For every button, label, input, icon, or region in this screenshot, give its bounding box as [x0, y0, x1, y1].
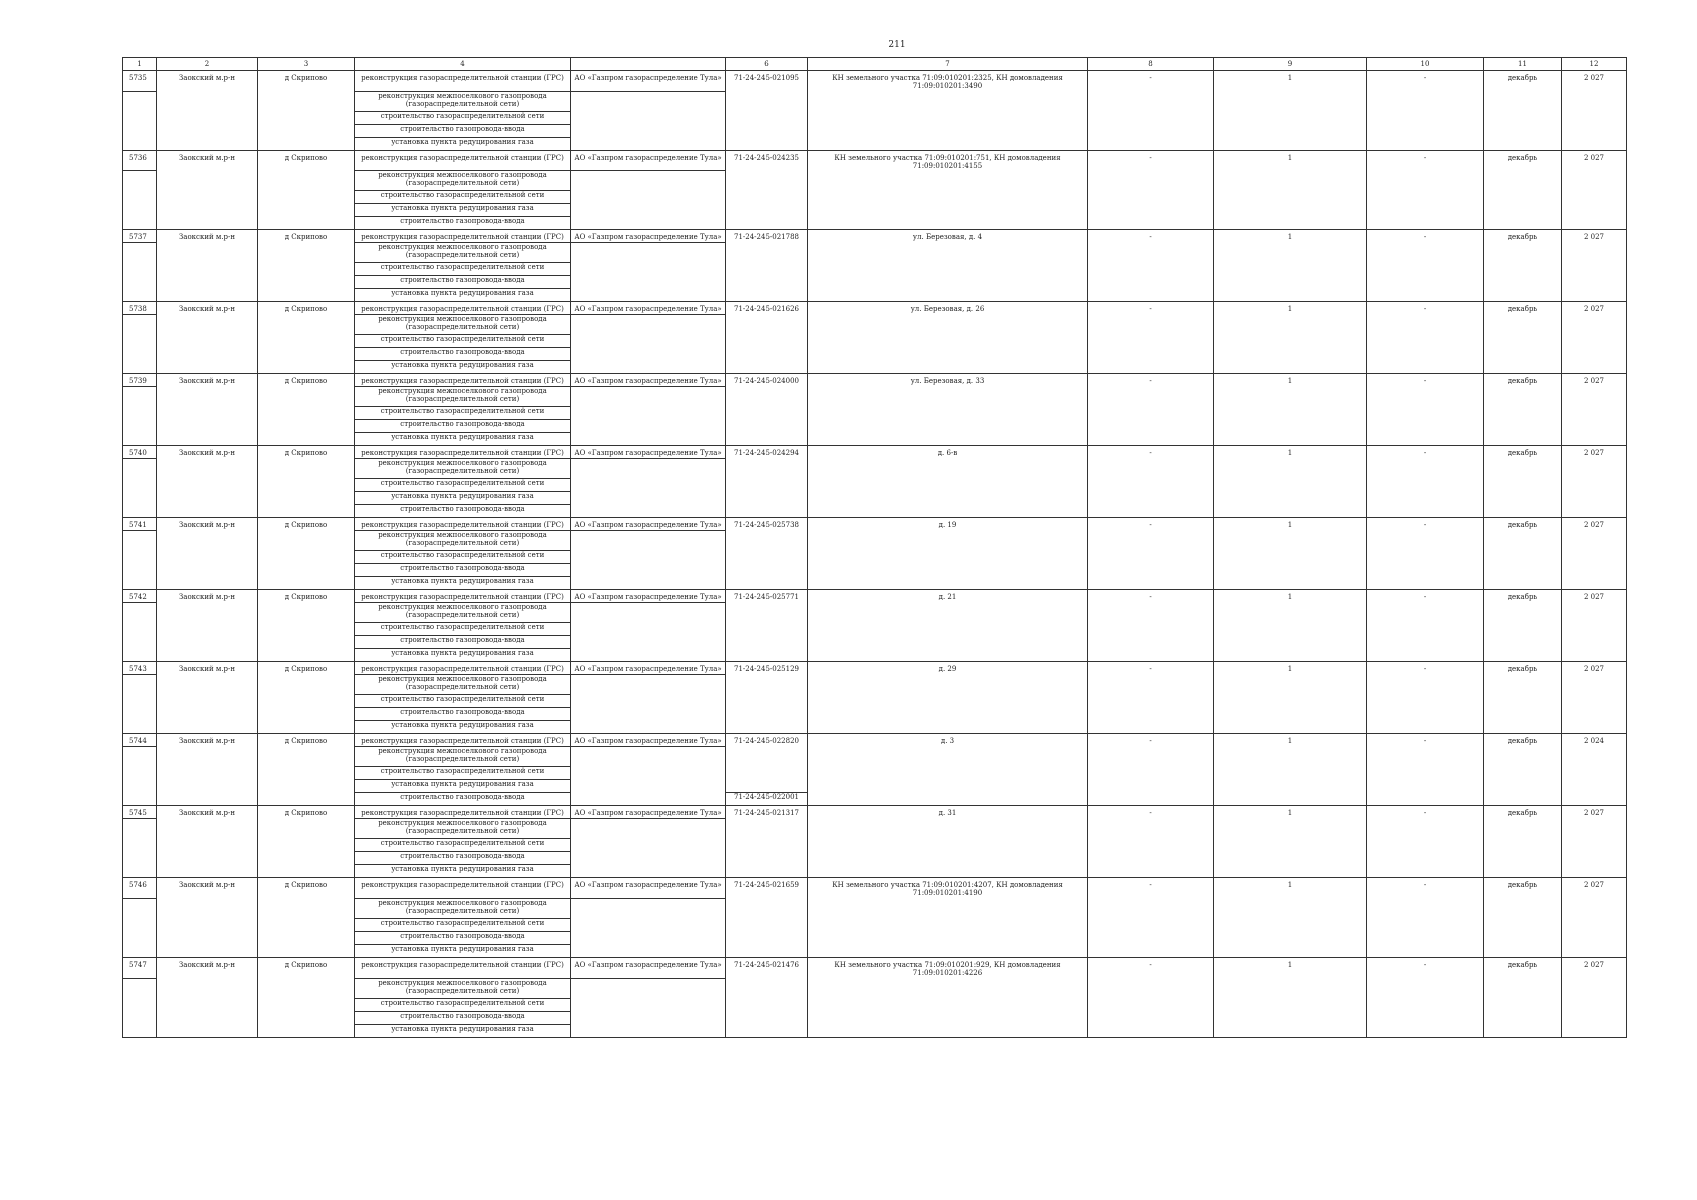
work-item: реконструкция межпоселкового газопровода (газораспределительной сети)	[355, 315, 571, 335]
owner-spacer	[571, 979, 726, 1038]
record-id: 5745	[123, 806, 157, 819]
object-code: 71-24-245-021476	[726, 958, 808, 1038]
work-item: реконструкция газораспределительной станции (ГРС)	[355, 302, 571, 315]
district: Заокский м.р-н	[157, 590, 258, 662]
object-code: 71-24-245-021659	[726, 878, 808, 958]
record-row	[123, 590, 1627, 603]
column-8: -	[1088, 734, 1214, 806]
month: декабрь	[1484, 446, 1562, 518]
owner: АО «Газпром газораспределение Тула»	[571, 518, 726, 531]
month: декабрь	[1484, 590, 1562, 662]
settlement: д Скрипово	[258, 302, 355, 374]
column-8: -	[1088, 590, 1214, 662]
work-item: реконструкция межпоселкового газопровода (газораспределительной сети)	[355, 243, 571, 263]
column-10: -	[1367, 806, 1484, 878]
column-9: 1	[1214, 734, 1367, 806]
owner-spacer	[571, 315, 726, 374]
record-id: 5738	[123, 302, 157, 315]
column-header: 12	[1562, 58, 1627, 71]
work-item: строительство газораспределительной сети	[355, 919, 571, 932]
record-id-spacer	[123, 531, 157, 590]
column-9: 1	[1214, 806, 1367, 878]
work-item: реконструкция межпоселкового газопровода (газораспределительной сети)	[355, 531, 571, 551]
record-id: 5741	[123, 518, 157, 531]
address: ул. Березовая, д. 33	[808, 374, 1088, 446]
work-item: строительство газораспределительной сети	[355, 999, 571, 1012]
work-item: реконструкция газораспределительной станции (ГРС)	[355, 590, 571, 603]
record-row	[123, 374, 1627, 387]
record-id: 5746	[123, 878, 157, 899]
work-item: реконструкция газораспределительной станции (ГРС)	[355, 151, 571, 171]
column-header: 7	[808, 58, 1088, 71]
year: 2 027	[1562, 518, 1627, 590]
work-item: установка пункта редуцирования газа	[355, 865, 571, 878]
column-10: -	[1367, 878, 1484, 958]
column-8: -	[1088, 71, 1214, 151]
work-item: реконструкция межпоселкового газопровода (газораспределительной сети)	[355, 92, 571, 112]
owner-spacer	[571, 603, 726, 662]
work-item: реконструкция межпоселкового газопровода (газораспределительной сети)	[355, 747, 571, 767]
owner-spacer	[571, 171, 726, 230]
owner: АО «Газпром газораспределение Тула»	[571, 878, 726, 899]
column-8: -	[1088, 806, 1214, 878]
column-8: -	[1088, 151, 1214, 230]
district: Заокский м.р-н	[157, 518, 258, 590]
column-header: 6	[726, 58, 808, 71]
column-9: 1	[1214, 71, 1367, 151]
column-9: 1	[1214, 518, 1367, 590]
owner: АО «Газпром газораспределение Тула»	[571, 374, 726, 387]
owner-spacer	[571, 459, 726, 518]
owner: АО «Газпром газораспределение Тула»	[571, 71, 726, 92]
year: 2 024	[1562, 734, 1627, 806]
record-id-spacer	[123, 92, 157, 151]
settlement: д Скрипово	[258, 230, 355, 302]
column-9: 1	[1214, 878, 1367, 958]
owner: АО «Газпром газораспределение Тула»	[571, 590, 726, 603]
object-code: 71-24-245-021788	[726, 230, 808, 302]
work-item: строительство газораспределительной сети	[355, 551, 571, 564]
column-9: 1	[1214, 958, 1367, 1038]
work-item: реконструкция газораспределительной станции (ГРС)	[355, 662, 571, 675]
work-item: строительство газопровода-ввода	[355, 420, 571, 433]
settlement: д Скрипово	[258, 71, 355, 151]
work-item: установка пункта редуцирования газа	[355, 361, 571, 374]
address: ул. Березовая, д. 26	[808, 302, 1088, 374]
settlement: д Скрипово	[258, 958, 355, 1038]
work-item: установка пункта редуцирования газа	[355, 1025, 571, 1038]
record-row	[123, 806, 1627, 819]
record-id-spacer	[123, 315, 157, 374]
work-item: реконструкция межпоселкового газопровода (газораспределительной сети)	[355, 899, 571, 919]
register-table	[122, 57, 1627, 1038]
owner-spacer	[571, 387, 726, 446]
record-row	[123, 662, 1627, 675]
settlement: д Скрипово	[258, 734, 355, 806]
address: д. 31	[808, 806, 1088, 878]
work-item: реконструкция межпоселкового газопровода (газораспределительной сети)	[355, 675, 571, 695]
district: Заокский м.р-н	[157, 806, 258, 878]
work-item: строительство газораспределительной сети	[355, 479, 571, 492]
settlement: д Скрипово	[258, 662, 355, 734]
address: д. 6-в	[808, 446, 1088, 518]
work-item: реконструкция газораспределительной станции (ГРС)	[355, 230, 571, 243]
column-header: 4	[355, 58, 571, 71]
column-10: -	[1367, 958, 1484, 1038]
work-item: строительство газопровода-ввода	[355, 708, 571, 721]
address: КН земельного участка 71:09:010201:751, КН домовладения 71:09:010201:4155	[808, 151, 1088, 230]
settlement: д Скрипово	[258, 590, 355, 662]
work-item: установка пункта редуцирования газа	[355, 433, 571, 446]
column-10: -	[1367, 446, 1484, 518]
month: декабрь	[1484, 878, 1562, 958]
object-code: 71-24-245-024235	[726, 151, 808, 230]
work-item: строительство газораспределительной сети	[355, 263, 571, 276]
column-header: 2	[157, 58, 258, 71]
page-number: 211	[888, 40, 906, 50]
year: 2 027	[1562, 446, 1627, 518]
owner-spacer	[571, 819, 726, 878]
column-8: -	[1088, 446, 1214, 518]
work-item: строительство газораспределительной сети	[355, 407, 571, 420]
object-code: 71-24-245-024000	[726, 374, 808, 446]
column-8: -	[1088, 374, 1214, 446]
work-item: реконструкция газораспределительной станции (ГРС)	[355, 374, 571, 387]
settlement: д Скрипово	[258, 518, 355, 590]
record-id: 5737	[123, 230, 157, 243]
column-header: 10	[1367, 58, 1484, 71]
work-item: установка пункта редуцирования газа	[355, 289, 571, 302]
column-9: 1	[1214, 590, 1367, 662]
owner-spacer	[571, 531, 726, 590]
column-10: -	[1367, 151, 1484, 230]
work-item: строительство газопровода-ввода	[355, 1012, 571, 1025]
record-id: 5735	[123, 71, 157, 92]
work-item: строительство газопровода-ввода	[355, 348, 571, 361]
owner: АО «Газпром газораспределение Тула»	[571, 734, 726, 747]
district: Заокский м.р-н	[157, 878, 258, 958]
record-id: 5740	[123, 446, 157, 459]
work-item: реконструкция межпоселкового газопровода (газораспределительной сети)	[355, 387, 571, 407]
address: д. 29	[808, 662, 1088, 734]
column-10: -	[1367, 518, 1484, 590]
work-item: установка пункта редуцирования газа	[355, 945, 571, 958]
record-id-spacer	[123, 603, 157, 662]
address: д. 21	[808, 590, 1088, 662]
work-item: реконструкция межпоселкового газопровода (газораспределительной сети)	[355, 979, 571, 999]
work-item: строительство газораспределительной сети	[355, 623, 571, 636]
work-item: строительство газораспределительной сети	[355, 767, 571, 780]
month: декабрь	[1484, 151, 1562, 230]
object-code: 71-24-245-025129	[726, 662, 808, 734]
column-10: -	[1367, 230, 1484, 302]
work-item: установка пункта редуцирования газа	[355, 649, 571, 662]
work-item: строительство газопровода-ввода	[355, 564, 571, 577]
column-8: -	[1088, 878, 1214, 958]
year: 2 027	[1562, 878, 1627, 958]
address: КН земельного участка 71:09:010201:929, КН домовладения 71:09:010201:4226	[808, 958, 1088, 1038]
object-code: 71-24-245-022820	[726, 734, 808, 793]
column-header	[571, 58, 726, 71]
year: 2 027	[1562, 230, 1627, 302]
work-item: строительство газопровода-ввода	[355, 217, 571, 230]
column-10: -	[1367, 590, 1484, 662]
record-id: 5747	[123, 958, 157, 979]
work-item: строительство газопровода-ввода	[355, 636, 571, 649]
year: 2 027	[1562, 662, 1627, 734]
column-10: -	[1367, 374, 1484, 446]
column-8: -	[1088, 230, 1214, 302]
settlement: д Скрипово	[258, 151, 355, 230]
record-id: 5742	[123, 590, 157, 603]
year: 2 027	[1562, 151, 1627, 230]
column-header: 9	[1214, 58, 1367, 71]
owner-spacer	[571, 675, 726, 734]
month: декабрь	[1484, 518, 1562, 590]
column-header: 3	[258, 58, 355, 71]
district: Заокский м.р-н	[157, 151, 258, 230]
work-item: реконструкция межпоселкового газопровода (газораспределительной сети)	[355, 819, 571, 839]
work-item: установка пункта редуцирования газа	[355, 204, 571, 217]
column-9: 1	[1214, 446, 1367, 518]
year: 2 027	[1562, 302, 1627, 374]
work-item: строительство газораспределительной сети	[355, 335, 571, 348]
month: декабрь	[1484, 958, 1562, 1038]
district: Заокский м.р-н	[157, 374, 258, 446]
owner: АО «Газпром газораспределение Тула»	[571, 958, 726, 979]
work-item: строительство газопровода-ввода	[355, 932, 571, 945]
owner-spacer	[571, 747, 726, 806]
work-item: реконструкция газораспределительной станции (ГРС)	[355, 878, 571, 899]
column-9: 1	[1214, 662, 1367, 734]
work-item: реконструкция газораспределительной станции (ГРС)	[355, 958, 571, 979]
record-row	[123, 734, 1627, 747]
header-row	[123, 58, 1627, 71]
column-9: 1	[1214, 151, 1367, 230]
work-item: строительство газораспределительной сети	[355, 839, 571, 852]
owner-spacer	[571, 92, 726, 151]
work-item: установка пункта редуцирования газа	[355, 780, 571, 793]
object-code-2: 71-24-245-022001	[726, 793, 808, 806]
year: 2 027	[1562, 806, 1627, 878]
record-row	[123, 151, 1627, 171]
work-item: строительство газораспределительной сети	[355, 695, 571, 708]
work-item: реконструкция межпоселкового газопровода (газораспределительной сети)	[355, 459, 571, 479]
work-item: строительство газопровода-ввода	[355, 852, 571, 865]
owner: АО «Газпром газораспределение Тула»	[571, 806, 726, 819]
work-item: реконструкция газораспределительной станции (ГРС)	[355, 806, 571, 819]
object-code: 71-24-245-021095	[726, 71, 808, 151]
work-item: строительство газопровода-ввода	[355, 505, 571, 518]
column-10: -	[1367, 734, 1484, 806]
column-8: -	[1088, 958, 1214, 1038]
record-id: 5743	[123, 662, 157, 675]
month: декабрь	[1484, 374, 1562, 446]
record-id-spacer	[123, 747, 157, 806]
address: ул. Березовая, д. 4	[808, 230, 1088, 302]
record-row	[123, 446, 1627, 459]
work-item: реконструкция газораспределительной станции (ГРС)	[355, 71, 571, 92]
record-id: 5736	[123, 151, 157, 171]
district: Заокский м.р-н	[157, 734, 258, 806]
record-row	[123, 878, 1627, 899]
address: д. 3	[808, 734, 1088, 806]
record-id-spacer	[123, 979, 157, 1038]
work-item: реконструкция межпоселкового газопровода (газораспределительной сети)	[355, 603, 571, 623]
owner: АО «Газпром газораспределение Тула»	[571, 302, 726, 315]
work-item: строительство газопровода-ввода	[355, 793, 571, 806]
settlement: д Скрипово	[258, 374, 355, 446]
settlement: д Скрипово	[258, 878, 355, 958]
object-code: 71-24-245-025771	[726, 590, 808, 662]
month: декабрь	[1484, 734, 1562, 806]
record-row	[123, 958, 1627, 979]
record-id-spacer	[123, 387, 157, 446]
month: декабрь	[1484, 302, 1562, 374]
work-item: установка пункта редуцирования газа	[355, 721, 571, 734]
column-10: -	[1367, 662, 1484, 734]
work-item: строительство газораспределительной сети	[355, 112, 571, 125]
record-row	[123, 518, 1627, 531]
settlement: д Скрипово	[258, 806, 355, 878]
district: Заокский м.р-н	[157, 446, 258, 518]
work-item: строительство газораспределительной сети	[355, 191, 571, 204]
owner: АО «Газпром газораспределение Тула»	[571, 446, 726, 459]
column-8: -	[1088, 302, 1214, 374]
object-code: 71-24-245-024294	[726, 446, 808, 518]
record-id: 5744	[123, 734, 157, 747]
owner: АО «Газпром газораспределение Тула»	[571, 230, 726, 243]
address: КН земельного участка 71:09:010201:2325, КН домовладения 71:09:010201:3490	[808, 71, 1088, 151]
record-id-spacer	[123, 171, 157, 230]
owner: АО «Газпром газораспределение Тула»	[571, 151, 726, 171]
column-header: 8	[1088, 58, 1214, 71]
work-item: реконструкция газораспределительной станции (ГРС)	[355, 518, 571, 531]
year: 2 027	[1562, 71, 1627, 151]
work-item: строительство газопровода-ввода	[355, 125, 571, 138]
record-row	[123, 71, 1627, 92]
column-8: -	[1088, 518, 1214, 590]
owner-spacer	[571, 899, 726, 958]
record-row	[123, 230, 1627, 243]
month: декабрь	[1484, 806, 1562, 878]
record-id: 5739	[123, 374, 157, 387]
record-id-spacer	[123, 899, 157, 958]
work-item: реконструкция газораспределительной станции (ГРС)	[355, 446, 571, 459]
month: декабрь	[1484, 662, 1562, 734]
column-9: 1	[1214, 302, 1367, 374]
column-9: 1	[1214, 230, 1367, 302]
district: Заокский м.р-н	[157, 302, 258, 374]
work-item: установка пункта редуцирования газа	[355, 492, 571, 505]
year: 2 027	[1562, 590, 1627, 662]
record-id-spacer	[123, 459, 157, 518]
work-item: установка пункта редуцирования газа	[355, 577, 571, 590]
column-10: -	[1367, 71, 1484, 151]
column-header: 11	[1484, 58, 1562, 71]
record-id-spacer	[123, 675, 157, 734]
record-id-spacer	[123, 819, 157, 878]
address: д. 19	[808, 518, 1088, 590]
object-code: 71-24-245-021317	[726, 806, 808, 878]
object-code: 71-24-245-021626	[726, 302, 808, 374]
month: декабрь	[1484, 230, 1562, 302]
work-item: строительство газопровода-ввода	[355, 276, 571, 289]
record-row	[123, 302, 1627, 315]
work-item: установка пункта редуцирования газа	[355, 138, 571, 151]
owner-spacer	[571, 243, 726, 302]
district: Заокский м.р-н	[157, 71, 258, 151]
record-id-spacer	[123, 243, 157, 302]
settlement: д Скрипово	[258, 446, 355, 518]
column-header: 1	[123, 58, 157, 71]
work-item: реконструкция межпоселкового газопровода (газораспределительной сети)	[355, 171, 571, 191]
column-8: -	[1088, 662, 1214, 734]
year: 2 027	[1562, 374, 1627, 446]
owner: АО «Газпром газораспределение Тула»	[571, 662, 726, 675]
district: Заокский м.р-н	[157, 662, 258, 734]
district: Заокский м.р-н	[157, 958, 258, 1038]
address: КН земельного участка 71:09:010201:4207, КН домовладения 71:09:010201:4190	[808, 878, 1088, 958]
year: 2 027	[1562, 958, 1627, 1038]
district: Заокский м.р-н	[157, 230, 258, 302]
column-10: -	[1367, 302, 1484, 374]
work-item: реконструкция газораспределительной станции (ГРС)	[355, 734, 571, 747]
column-9: 1	[1214, 374, 1367, 446]
month: декабрь	[1484, 71, 1562, 151]
object-code: 71-24-245-025738	[726, 518, 808, 590]
